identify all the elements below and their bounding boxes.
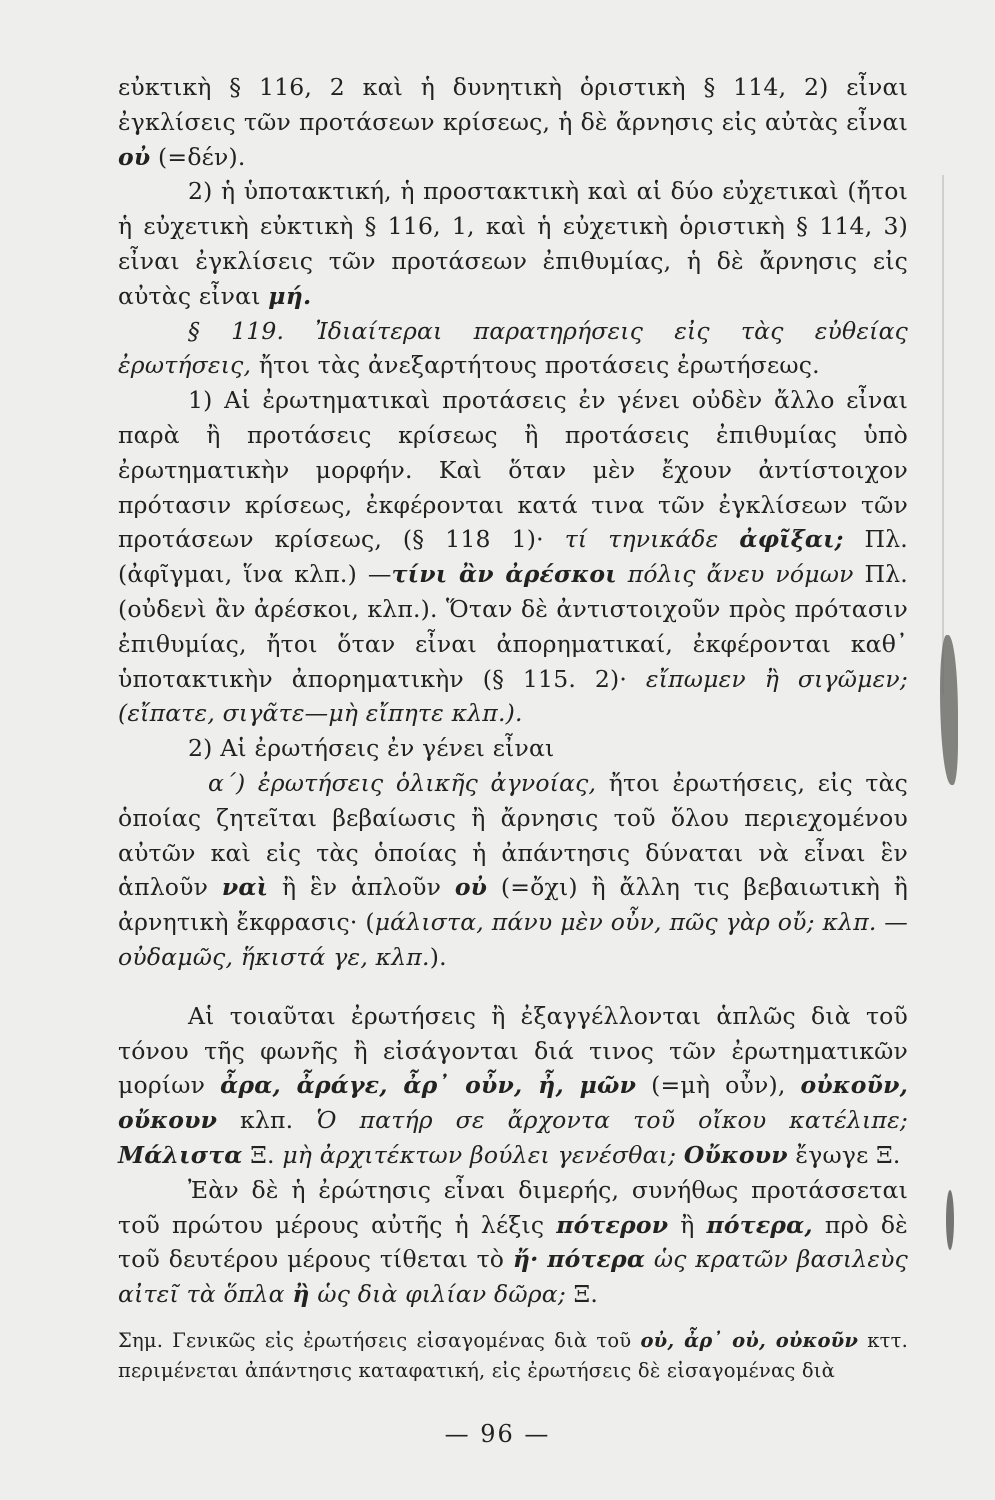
text-run bbox=[539, 1245, 548, 1273]
text-run: ἢ ἓν ἁπλοῦν bbox=[268, 873, 455, 902]
bold-italic-text: οὐκοῦν, οὔκουν bbox=[118, 1071, 908, 1135]
bold-italic-text: οὐ, ἆρ᾽ οὐ, οὐκοῦν bbox=[640, 1328, 859, 1352]
text-run: Ξ. bbox=[565, 1280, 599, 1309]
paragraph-list bbox=[118, 70, 908, 1312]
paragraph-2 bbox=[118, 174, 908, 313]
paragraph-6 bbox=[118, 766, 908, 975]
bold-italic-text: ναὶ bbox=[221, 873, 269, 902]
text-run: (=ὄχι) ἢ ἄλλη τις βεβαιωτικὴ ἢ ἀρνητικὴ ἔκφρασις· ( bbox=[118, 873, 908, 937]
bold-italic-text: πότερον bbox=[556, 1210, 669, 1239]
italic-text: τί τηνικάδε bbox=[564, 525, 740, 554]
text-run bbox=[676, 1141, 684, 1169]
text-run: ἤτοι ἐρωτήσεις, εἰς τὰς ὁποίας ζητεῖται βεβαίωσις ἢ ἄρνησις τοῦ ὅλου περιεχομένου αὐτῶν καὶ εἰς τὰς ὁποίας ἡ ἀπάντησις δύναται νὰ εἶναι ἓν ἁπλοῦν bbox=[118, 768, 909, 902]
text-run: Αἱ τοιαῦται ἐρωτήσεις ἢ ἐξαγγέλλονται ἁπλῶς διὰ τοῦ τόνου τῆς φωνῆς ἢ εἰσάγονται διά τινος τῶν ἐρωτηματικῶν μορίων bbox=[118, 1001, 908, 1100]
bold-italic-text: ἀφῖξαι; bbox=[739, 525, 844, 554]
text-run: Ξ. bbox=[242, 1140, 283, 1169]
paragraph-gap bbox=[118, 975, 908, 999]
paragraph-5 bbox=[118, 731, 908, 766]
paragraph-3 bbox=[118, 314, 908, 384]
bold-italic-text: Οὔκουν bbox=[683, 1140, 788, 1169]
italic-text: πόλις ἄνευ νόμων bbox=[616, 560, 854, 589]
bold-italic-text: πότερα bbox=[547, 1245, 646, 1274]
text-run: 1) Αἱ ἐρωτηματικαὶ προτάσεις ἐν γένει οὐδὲν ἄλλο εἶναι παρὰ ἢ προτάσεις κρίσεως ἢ προτάσεις ἐπιθυμίας ὑπὸ ἐρωτηματικὴν μορφήν. Καὶ ὅταν μὲν ἔχουν ἀντίστοιχον πρότασιν κρίσεως, ἐκφέρονται κατά τινα τῶν ἐγκλίσεων τῶν προτάσεων κρίσεως, (§ 118 1)· bbox=[118, 386, 908, 554]
bold-italic-text: οὐ bbox=[454, 873, 488, 902]
bold-italic-text: μή. bbox=[268, 281, 312, 310]
text-run: πρὸ δὲ τοῦ δευτέρου μέρους τίθεται τὸ bbox=[118, 1210, 908, 1274]
paragraph-8 bbox=[118, 1173, 908, 1312]
bold-italic-text: οὐ bbox=[118, 142, 151, 171]
footnote bbox=[118, 1326, 908, 1386]
margin-stain bbox=[940, 635, 958, 785]
italic-text: α´) ἐρωτήσεις ὁλικῆς ἀγνοίας, bbox=[208, 768, 597, 797]
text-run: Πλ. (οὐδενὶ ἂν ἀρέσκοι, κλπ.). Ὅταν δὲ ἀντιστοιχοῦν πρὸς πρότασιν ἐπιθυμίας, ἤτοι ὅταν εἶναι ἀπορηματικαί, ἐκφέρονται καθ᾽ ὑποτακτικὴν ἀπορηματικὴν (§ 115. 2)· bbox=[118, 560, 908, 693]
text-run: Πλ. (ἀφῖγμαι, ἵνα κλπ.) — bbox=[118, 525, 908, 589]
paragraph-4 bbox=[118, 383, 908, 731]
text-run: ἤτοι τὰς ἀνεξαρτήτους προτάσεις ἐρωτήσεως. bbox=[251, 351, 820, 380]
text-run: ἔγωγε Ξ. bbox=[787, 1140, 901, 1169]
text-run: εὐκτικὴ § 116, 2 καὶ ἡ δυνητικὴ ὁριστικὴ § 114, 2) εἶναι ἐγκλίσεις τῶν προτάσεων κρίσεως, ἡ δὲ ἄρνησις εἰς αὐτὰς εἶναι bbox=[118, 73, 908, 136]
italic-text: εἴπωμεν ἢ σιγῶμεν; (εἴπατε, σιγᾶτε—μὴ εἴπητε κλπ.). bbox=[118, 664, 908, 728]
italic-text: ὡς διὰ φιλίαν δῶρα; bbox=[309, 1280, 566, 1309]
italic-text: ὡς κρατῶν βασιλεὺς αἰτεῖ τὰ ὅπλα bbox=[118, 1245, 909, 1309]
text-run: 2) Αἱ ἐρωτήσεις ἐν γένει εἶναι bbox=[188, 734, 555, 763]
text-run: 2) ἡ ὑποτακτική, ἡ προστακτικὴ καὶ αἱ δύο εὐχετικαὶ (ἤτοι ἡ εὐχετικὴ εὐκτικὴ § 116, 1, καὶ ἡ εὐχετικὴ ὁριστικὴ § 114, 3) εἶναι ἐγκλίσεις τῶν προτάσεων ἐπιθυμίας, ἡ δὲ ἄρνησις εἰς αὐτὰς εἶναι bbox=[118, 177, 908, 310]
text-run: κττ. περιμένεται ἀπάντησις καταφατική, εἰς ἐρωτήσεις δὲ εἰσαγομένας διὰ bbox=[118, 1328, 909, 1382]
text-run: κλπ. bbox=[217, 1106, 317, 1135]
bold-italic-text: Μάλιστα bbox=[118, 1140, 243, 1169]
page-number: — 96 — bbox=[444, 1420, 551, 1448]
italic-text: § 119. Ἰδιαίτεραι παρατηρήσεις εἰς τὰς εὐθείας ἐρωτήσεις, bbox=[118, 316, 908, 380]
bold-italic-text: τίνι ἂν ἀρέσκοι bbox=[391, 560, 617, 589]
margin-stain-small bbox=[946, 1190, 954, 1250]
bold-italic-text: ἤ· bbox=[512, 1245, 539, 1274]
italic-text: Ὁ πατήρ σε ἄρχοντα τοῦ οἴκου κατέλιπε; bbox=[316, 1106, 908, 1135]
text-run: Σημ. Γενικῶς εἰς ἐρωτήσεις εἰσαγομένας διὰ τοῦ bbox=[118, 1328, 641, 1352]
bold-italic-text: ἆρα, ἆράγε, ἆρ᾽ οὖν, ἦ, μῶν bbox=[220, 1071, 637, 1100]
bold-italic-text: πότερα, bbox=[706, 1210, 813, 1239]
margin-rule bbox=[942, 175, 944, 695]
page-body bbox=[118, 70, 908, 1386]
bold-italic-text: ἢ bbox=[292, 1280, 310, 1309]
footnote-text bbox=[118, 1326, 908, 1386]
text-run: ἢ bbox=[668, 1210, 707, 1239]
text-run: ). bbox=[429, 942, 447, 971]
italic-text: μάλιστα, πάνυ μὲν οὖν, πῶς γὰρ οὔ; κλπ. —οὐδαμῶς, ἥκιστά γε, κλπ. bbox=[118, 908, 909, 971]
paragraph-1 bbox=[118, 70, 908, 174]
text-run: (=μὴ οὖν), bbox=[636, 1071, 801, 1100]
paragraph-7 bbox=[118, 999, 908, 1173]
italic-text: μὴ ἀρχιτέκτων βούλει γενέσθαι; bbox=[282, 1140, 677, 1169]
text-run: (=δέν). bbox=[150, 142, 246, 171]
text-run: Ἐὰν δὲ ἡ ἐρώτησις εἶναι διμερής, συνήθως προτάσσεται τοῦ πρώτου μέρους αὐτῆς ἡ λέξις bbox=[118, 1175, 908, 1239]
